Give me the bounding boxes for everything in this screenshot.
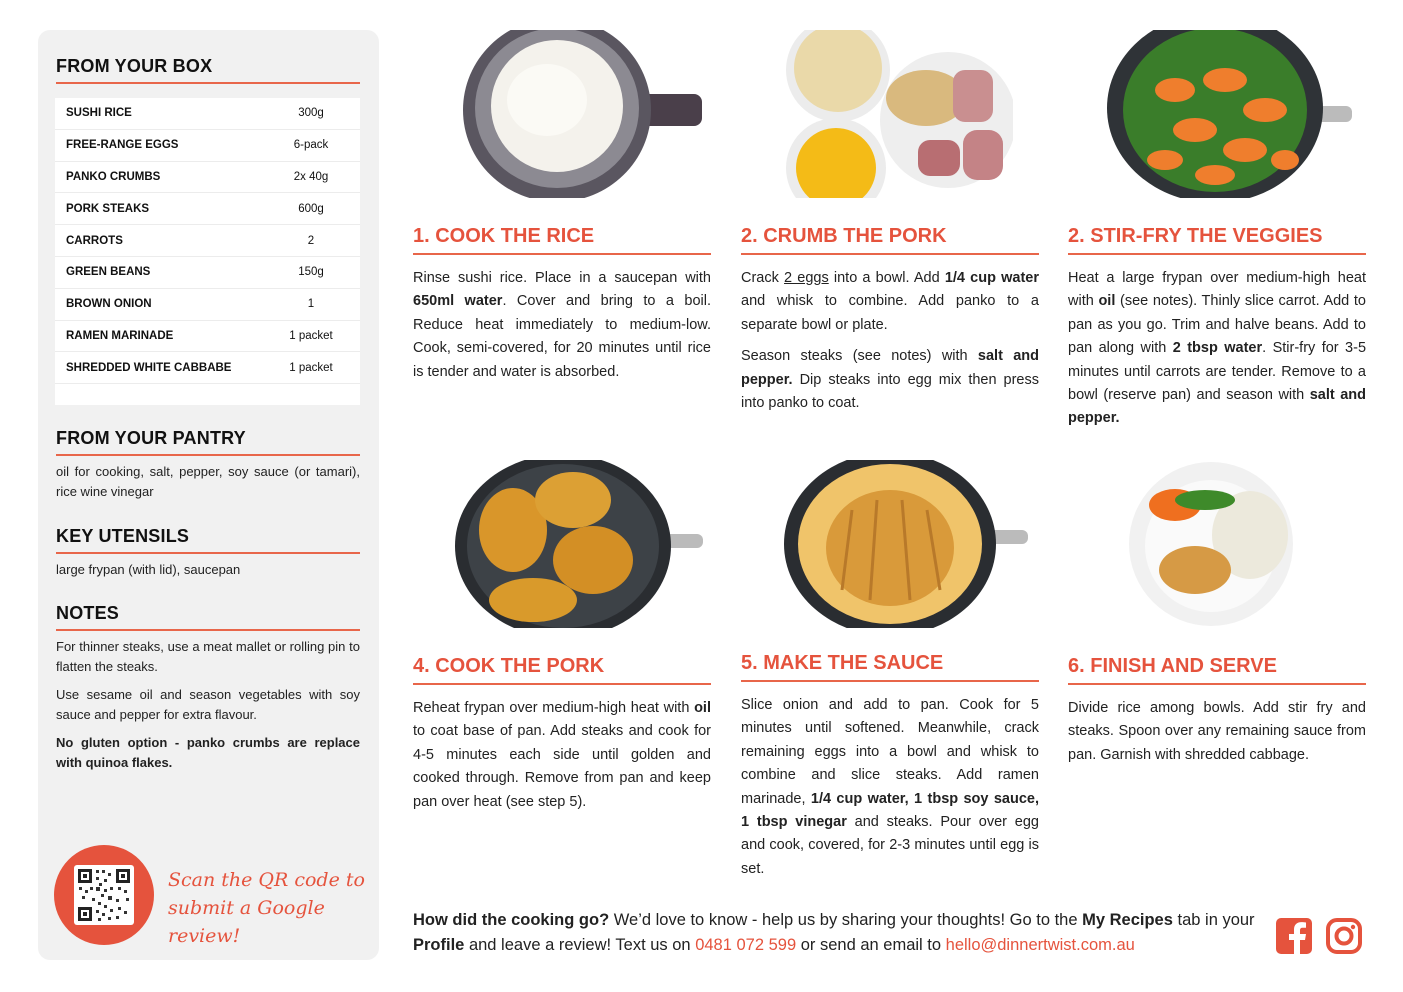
box-ingredients-table [55,98,360,405]
ingredient-quantity: 300g [298,107,324,120]
step-1-title: 1. COOK THE RICE [413,225,595,247]
divider [741,253,1039,255]
step-5-title: 5. MAKE THE SAUCE [741,652,944,674]
ingredient-quantity: 1 [307,298,315,311]
box-ingredient-row [55,193,360,225]
bold-ingredient: salt and pepper. [741,348,1039,388]
bold-ingredient: 1/4 cup water, 1 tbsp soy sauce, 1 tbsp vinegar [741,790,1040,831]
notes-title: NOTES [56,603,120,623]
step-paragraph: Crack 2 eggs into a bowl. Add 1/4 cup water and whisk to combine. Add panko to a separate bowl or plate. [741,270,1039,333]
ingredient-name: SHREDDED WHITE CABBABE [66,361,232,374]
review-footer [413,908,1258,958]
stir-fry-veggies-photo [1105,30,1360,198]
ingredient-quantity: 6-pack [293,139,329,152]
step-5-text [741,694,1039,889]
pantry-text: oil for cooking, salt, pepper, soy sauce (or tamari), rice wine vinegar [56,464,360,499]
divider [741,680,1039,682]
footer-text: and leave a review! Text us on [464,936,696,954]
ingredient-name: GREEN BEANS [66,266,151,279]
step-paragraph: Rinse sushi rice. Place in a saucepan with 650ml water. Cover and bring to a boil. Reduce heat immediately to medium-low. Cook, semi-covered, for 20 minutes until rice is tender and water is absorbed. [413,270,711,380]
utensils-text: large frypan (with lid), saucepan [56,562,241,577]
bold-ingredient: oil [1098,293,1116,310]
bold-ingredient: 650ml water [413,293,503,310]
step-paragraph: Divide rice among bowls. Add stir fry and steaks. Spoon over any remaining sauce from pan. Garnish with shredded cabbage. [1068,700,1366,763]
notes-text [56,637,360,781]
ingredient-quantity: 150g [298,266,324,279]
finished-dish-photo [1125,460,1297,628]
step-6-text [1068,697,1366,775]
facebook-icon[interactable] [1276,918,1312,954]
ingredient-name: FREE-RANGE EGGS [66,139,179,152]
my-recipes-link: My Recipes [1082,911,1173,929]
ingredient-name: PORK STEAKS [66,202,150,215]
ingredient-quantity: 2 [307,234,315,247]
step-paragraph: Reheat frypan over medium-high heat with oil to coat base of pan. Add steaks and cook for 4-5 minutes each side until golden and cooked through. Remove from pan and keep pan over heat (see step 5). [413,700,711,810]
qr-caption-line-1: Scan the QR code to [168,869,365,891]
step-6-title: 6. FINISH AND SERVE [1068,655,1277,677]
ingredient-name: PANKO CRUMBS [66,170,161,183]
footer-question: How did the cooking go? [413,911,610,929]
ingredient-quantity: 600g [298,202,324,215]
ingredient-quantity: 1 packet [289,361,333,374]
ingredient-name: RAMEN MARINADE [66,329,174,342]
egg-sauce-pork-photo [782,460,1032,628]
ingredients-sidebar [38,30,379,960]
box-ingredient-row [55,98,360,130]
divider [56,82,360,84]
step-paragraph: Slice onion and add to pan. Cook for 5 minutes until softened. Meanwhile, crack remaining eggs into a bowl and whisk to combine and slice steaks. Add ramen marinade, 1/4 cup water, 1 tbsp soy sauce, 1 tbsp vinegar and steaks. Pour over egg and cook, covered, for 2-3 minutes until egg is set. [741,697,1040,877]
step-3-title: 2. STIR-FRY THE VEGGIES [1068,225,1323,247]
box-ingredient-row [55,162,360,194]
step-paragraph: Season steaks (see notes) with salt and pepper. Dip steaks into egg mix then press into panko to coat. [741,348,1039,412]
step-paragraph: Heat a large frypan over medium-high heat with oil (see notes). Thinly slice carrot. Add to pan as you go. Trim and halve beans. Add to pan along with 2 tbsp water. Stir-fry for 3-5 minutes until carrots are tender. Remove to a bowl (reserve pan) and season with salt and pepper. [1068,270,1367,427]
step-2-title: 2. CRUMB THE PORK [741,225,947,247]
footer-text: We’d love to know - help us by sharing your thoughts! Go to the [609,911,1083,929]
divider [56,552,360,554]
bold-ingredient: 2 tbsp water [1172,340,1263,357]
box-ingredient-row [55,130,360,162]
step-2-text [741,267,1039,423]
box-ingredient-row [55,352,360,384]
bold-ingredient: 1/4 cup water [944,270,1039,286]
note-3: No gluten option - panko crumbs are replace with quinoa flakes. [56,735,360,770]
pantry-title: FROM YOUR PANTRY [56,428,246,448]
box-ingredient-row [55,321,360,353]
bold-ingredient: salt and pepper. [1068,387,1366,427]
ingredient-quantity: 1 packet [289,329,333,342]
divider [56,454,360,456]
rice-saucepan-photo [462,30,702,198]
qr-caption [168,866,368,950]
email-link[interactable]: hello@dinnertwist.com.au [945,936,1135,954]
footer-text: or send an email to [796,936,946,954]
divider [413,253,711,255]
box-title: FROM YOUR BOX [56,56,213,76]
step-4-title: 4. COOK THE PORK [413,655,605,677]
instagram-icon[interactable] [1326,918,1362,954]
qr-caption-line-2: submit a Google review! [168,897,325,947]
crumbing-station-photo [778,30,1013,198]
ingredient-quantity: 2x 40g [293,170,329,183]
box-ingredient-row [55,257,360,289]
step-4-text [413,697,711,822]
note-2: Use sesame oil and season vegetables with soy sauce and pepper for extra flavour. [56,687,360,722]
step-1-text [413,267,711,392]
ingredient-name: CARROTS [66,234,123,247]
phone-number[interactable]: 0481 072 599 [695,936,797,954]
step-3-text [1068,267,1366,439]
box-ingredient-row [55,289,360,321]
note-1: For thinner steaks, use a meat mallet or rolling pin to flatten the steaks. [56,639,360,674]
divider [1068,683,1366,685]
ingredient-name: SUSHI RICE [66,107,132,120]
bold-ingredient: oil [694,700,711,716]
profile-link: Profile [413,936,465,954]
qr-code-badge[interactable] [54,845,154,945]
utensils-title: KEY UTENSILS [56,526,190,546]
footer-text: tab in your [1172,911,1255,929]
box-ingredient-row [55,225,360,257]
ingredient-name: BROWN ONION [66,298,152,311]
pan-fried-pork-photo [453,460,705,628]
divider [413,683,711,685]
underlined-ingredient: 2 eggs [784,270,829,286]
divider [56,629,360,631]
qr-code-icon[interactable] [74,865,134,925]
divider [1068,253,1366,255]
